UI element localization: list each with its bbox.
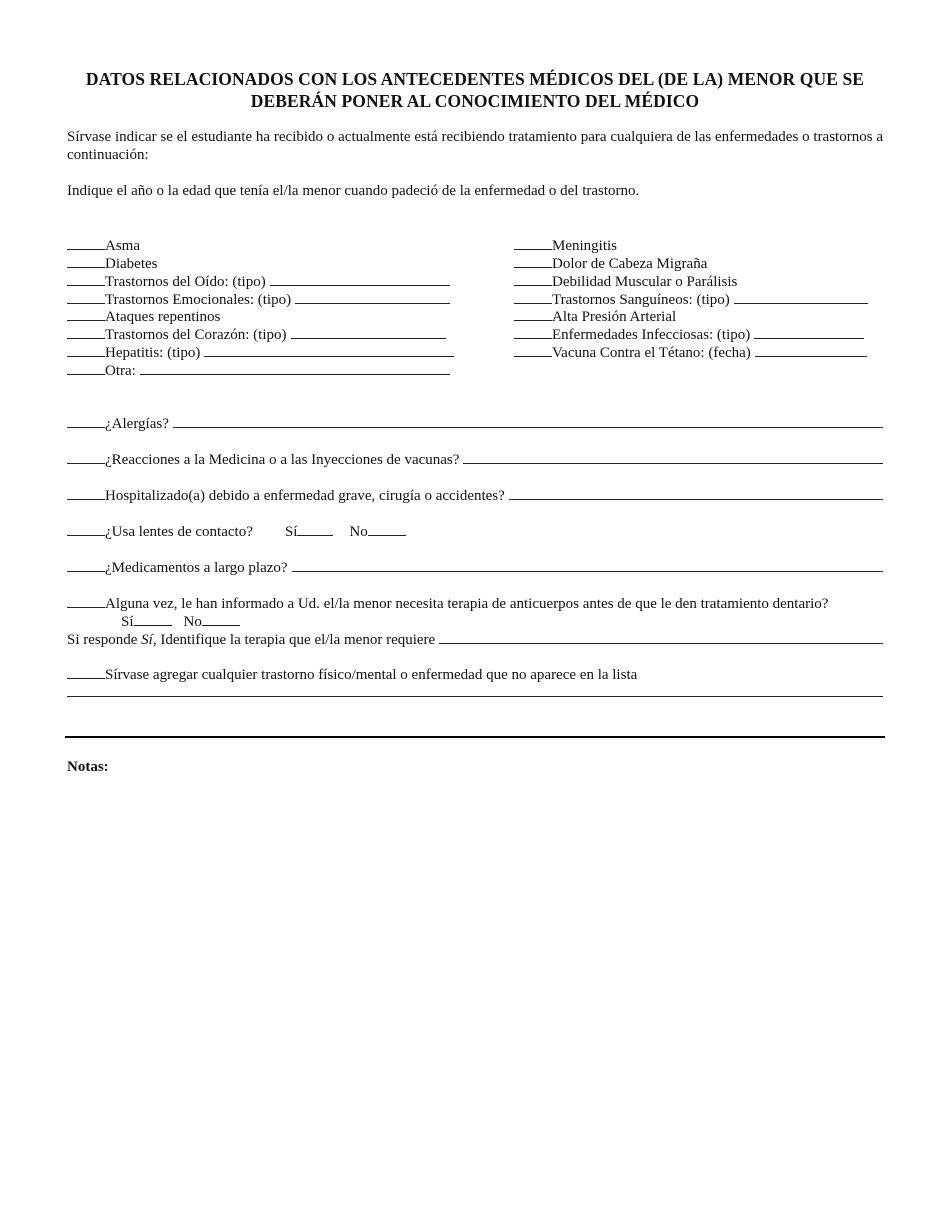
question-alergias [67,413,883,433]
condition-label: Ataques repentinos [105,309,221,326]
condition-debilidad [514,271,884,289]
si-responde-suffix: , Identifique la terapia que el/la menor requiere [152,632,436,648]
condition-otra [67,360,467,378]
answer-blank[interactable] [509,485,883,500]
check-blank[interactable] [514,342,552,357]
condition-label: Trastornos Emocionales: (tipo) [105,291,292,308]
condition-label: Trastornos Sanguíneos: (tipo) [552,291,730,308]
condition-emocionales [67,289,467,307]
check-blank[interactable] [67,324,105,339]
condition-label: Otra: [105,362,136,379]
check-blank[interactable] [514,271,552,286]
date-blank[interactable] [755,342,867,357]
condition-label: Hepatitis: (tipo) [105,345,201,362]
check-blank[interactable] [67,557,105,572]
condition-diabetes [67,253,467,271]
question-terapia [67,593,883,613]
section-divider [65,736,885,738]
check-blank[interactable] [67,485,105,500]
condition-label: Diabetes [105,255,158,272]
option-no-blank[interactable] [368,521,406,536]
condition-label: Enfermedades Infecciosas: (tipo) [552,327,751,344]
check-blank[interactable] [514,235,552,250]
condition-label: Alta Presión Arterial [552,309,677,326]
option-si-label: Sí [121,614,134,630]
condition-label: Dolor de Cabeza Migraña [552,255,708,272]
question-si-responde [67,629,883,649]
answer-blank[interactable] [463,449,883,464]
question-agregar [67,664,883,684]
type-blank[interactable] [754,324,864,339]
instructions-age: Indique el año o la edad que tenía el/la menor cuando padeció de la enfermedad o del trastorno. [67,183,640,199]
condition-infecciosas [514,324,884,342]
question-label: ¿Usa lentes de contacto? [105,524,253,540]
answer-blank[interactable] [173,413,883,428]
type-blank[interactable] [291,324,446,339]
check-blank[interactable] [67,253,105,268]
type-blank[interactable] [270,271,450,286]
condition-label: Asma [105,238,140,254]
condition-migrana [514,253,884,271]
condition-asma [67,235,467,253]
condition-oido [67,271,467,289]
condition-meningitis [514,235,884,253]
question-label: Alguna vez, le han informado a Ud. el/la menor necesita terapia de anticuerpos antes de que le den tratamiento dentario? [105,596,829,612]
answer-blank[interactable] [292,557,883,572]
condition-label: Trastornos del Oído: (tipo) [105,273,266,290]
question-label: Hospitalizado(a) debido a enfermedad grave, cirugía o accidentes? [105,488,505,504]
question-label: ¿Alergías? [105,416,169,432]
option-no-label: No [349,524,368,540]
question-label: ¿Medicamentos a largo plazo? [105,560,288,576]
terapia-options [121,611,240,631]
check-blank[interactable] [67,664,105,679]
question-reacciones [67,449,883,469]
question-label: ¿Reacciones a la Medicina o a las Inyecciones de vacunas? [105,452,460,468]
option-si-blank[interactable] [297,521,333,536]
condition-tetano [514,342,884,360]
check-blank[interactable] [67,271,105,286]
check-blank[interactable] [514,253,552,268]
check-blank[interactable] [67,306,105,321]
si-responde-italic: Sí [141,632,153,648]
check-blank[interactable] [67,289,105,304]
check-blank[interactable] [67,413,105,428]
check-blank[interactable] [67,342,105,357]
condition-hepatitis [67,342,467,360]
check-blank[interactable] [67,235,105,250]
check-blank[interactable] [67,360,105,375]
conditions-left-column [67,235,467,378]
condition-ataques [67,306,467,324]
check-blank[interactable] [67,593,105,608]
condition-presion [514,306,884,324]
question-lentes [67,521,883,541]
type-blank[interactable] [295,289,450,304]
si-responde-prefix: Si responde [67,632,142,648]
therapy-blank[interactable] [439,629,883,644]
check-blank[interactable] [67,521,105,536]
type-blank[interactable] [204,342,454,357]
condition-label: Trastornos del Corazón: (tipo) [105,327,287,344]
instructions-paragraph: Sírvase indicar se el estudiante ha recibido o actualmente está recibiendo tratamiento para cualquiera de las enfermedades o trastornos a continuación: [67,129,883,163]
option-no-blank[interactable] [202,611,240,626]
notes-label: Notas: [67,759,109,775]
condition-label: Debilidad Muscular o Parálisis [552,273,738,290]
additional-conditions-blank[interactable] [67,696,883,697]
option-si-blank[interactable] [134,611,172,626]
condition-label: Meningitis [552,238,618,254]
check-blank[interactable] [67,449,105,464]
condition-sanguineos [514,289,884,307]
conditions-right-column [514,235,884,360]
check-blank[interactable] [514,324,552,339]
check-blank[interactable] [514,306,552,321]
form-title: DATOS RELACIONADOS CON LOS ANTECEDENTES MÉDICOS DEL (DE LA) MENOR QUE SE DEBERÁN PONER AL CONOCIMIENTO DEL MÉDICO [85,69,865,111]
question-label: Sírvase agregar cualquier trastorno físico/mental o enfermedad que no aparece en la lista [105,667,638,683]
question-medicamentos [67,557,883,577]
condition-label: Vacuna Contra el Tétano: (fecha) [552,345,751,362]
question-hospitalizado [67,485,883,505]
check-blank[interactable] [514,289,552,304]
other-blank[interactable] [140,360,450,375]
option-no-label: No [183,614,202,630]
option-si-label: Sí [284,524,298,540]
type-blank[interactable] [734,289,868,304]
condition-corazon [67,324,467,342]
